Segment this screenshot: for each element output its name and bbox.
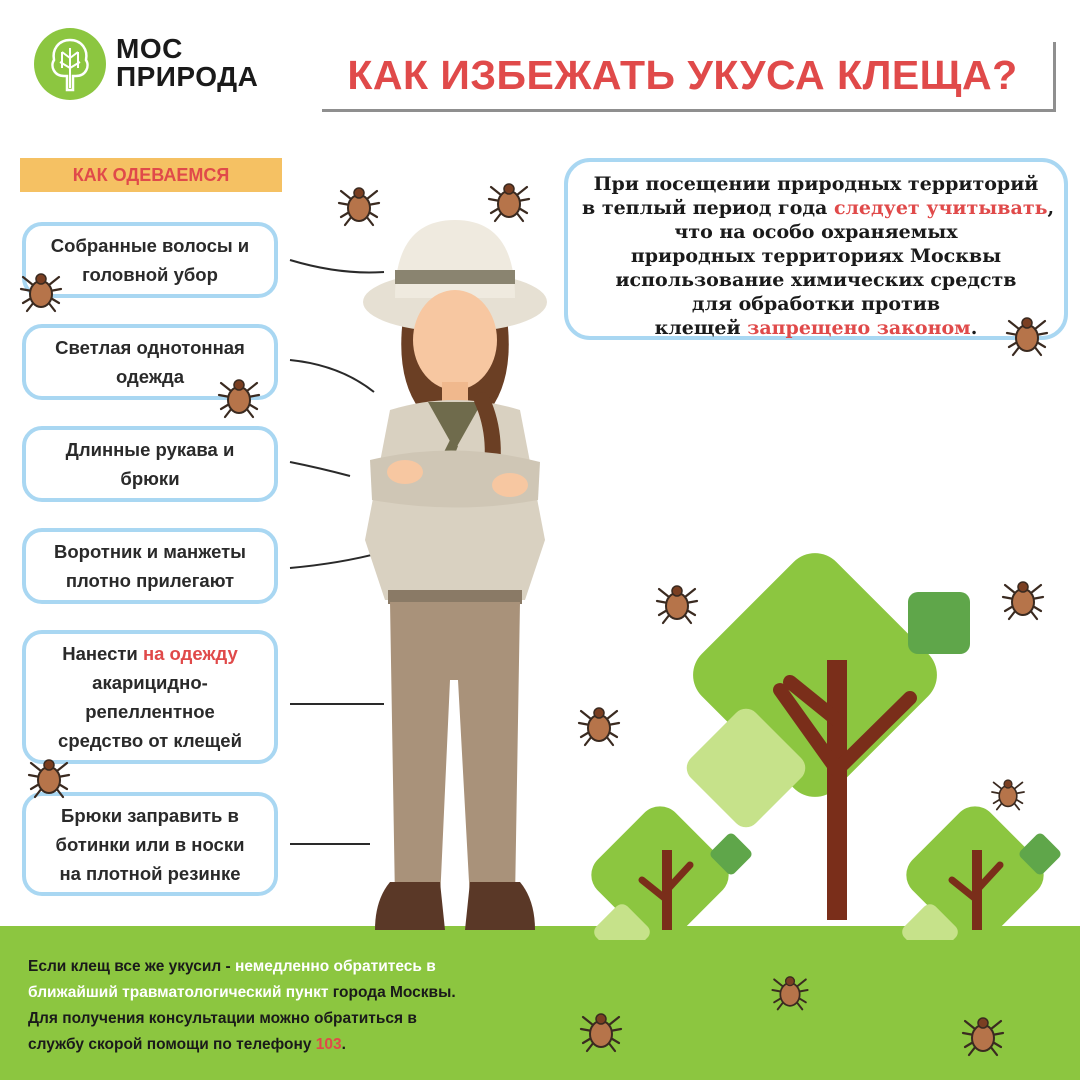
info-line: клещей <box>654 317 748 339</box>
tip-line: Нанести <box>62 643 143 664</box>
tick-icon <box>576 1004 626 1054</box>
tip-line: плотно прилегают <box>65 570 235 591</box>
bottom-text: Для получения консультации можно обратиться в <box>28 1010 417 1027</box>
tip-tuck-trousers <box>22 792 278 896</box>
info-line: природных территориях Москвы <box>630 245 1002 267</box>
bottom-text: службу скорой помощи по телефону <box>28 1036 316 1053</box>
tip-collar-cuffs <box>22 528 278 604</box>
tip-line: средство от клещей <box>58 730 242 751</box>
tip-line: на плотной резинке <box>59 862 241 884</box>
tip-line: акарицидно- <box>92 672 208 693</box>
tick-icon <box>334 178 384 228</box>
info-line: для обработки против <box>691 293 941 315</box>
tick-icon <box>958 1008 1008 1058</box>
tick-icon <box>24 750 74 800</box>
phone-number: 103 <box>315 1036 342 1053</box>
tip-line: Воротник и манжеты <box>53 541 246 562</box>
tip-highlight: на одежду <box>142 643 238 664</box>
info-highlight: запрещено законом <box>747 317 971 339</box>
tick-icon <box>214 370 264 420</box>
tip-line: одежда <box>115 366 184 387</box>
bottom-text: города Москвы. <box>328 984 456 1001</box>
info-line: При посещении природных территорий <box>593 173 1039 195</box>
tip-line: брюки <box>120 468 180 489</box>
info-box <box>564 158 1068 340</box>
tip-line: головной убор <box>82 264 218 285</box>
tip-repellent <box>22 630 278 764</box>
tick-icon <box>574 698 624 748</box>
bottom-highlight: немедленно обратитесь в <box>235 958 436 975</box>
info-line: . <box>970 317 978 339</box>
tip-long-sleeves <box>22 426 278 502</box>
tick-icon <box>998 572 1048 622</box>
tick-icon <box>652 576 702 626</box>
tip-line: Брюки заправить в <box>61 804 239 826</box>
info-line: , <box>1047 197 1055 219</box>
tick-icon <box>1002 308 1052 358</box>
logo <box>34 28 294 104</box>
tick-icon <box>16 264 66 314</box>
logo-line-1: МОС <box>116 33 183 64</box>
section-label: КАК ОДЕВАЕМСЯ <box>20 158 282 192</box>
page-title: КАК ИЗБЕЖАТЬ УКУСА КЛЕЩА? <box>347 52 1018 98</box>
tree-logo-icon <box>34 28 106 100</box>
tip-line: Длинные рукава и <box>65 439 235 460</box>
tick-icon <box>988 772 1028 812</box>
title-box <box>322 42 1056 112</box>
bottom-highlight: ближайший травматологический пункт <box>28 984 329 1001</box>
info-line: использование химических средств <box>615 269 1017 291</box>
explorer-figure <box>350 210 560 940</box>
tick-icon <box>484 174 534 224</box>
tip-line: Собранные волосы и <box>50 235 250 256</box>
bottom-note <box>28 954 548 1058</box>
tip-line: репеллентное <box>85 701 215 722</box>
bottom-text: Если клещ все же укусил - <box>28 958 236 975</box>
logo-line-2: ПРИРОДА <box>116 61 259 92</box>
info-line: в теплый период года <box>582 197 834 219</box>
tip-line: ботинки или в носки <box>55 833 245 855</box>
tick-icon <box>768 968 812 1012</box>
tip-line: Светлая однотонная <box>55 337 245 358</box>
info-line: что на особо охраняемых <box>674 221 958 243</box>
bottom-text: . <box>341 1036 346 1053</box>
info-highlight: следует учитывать <box>833 197 1048 219</box>
